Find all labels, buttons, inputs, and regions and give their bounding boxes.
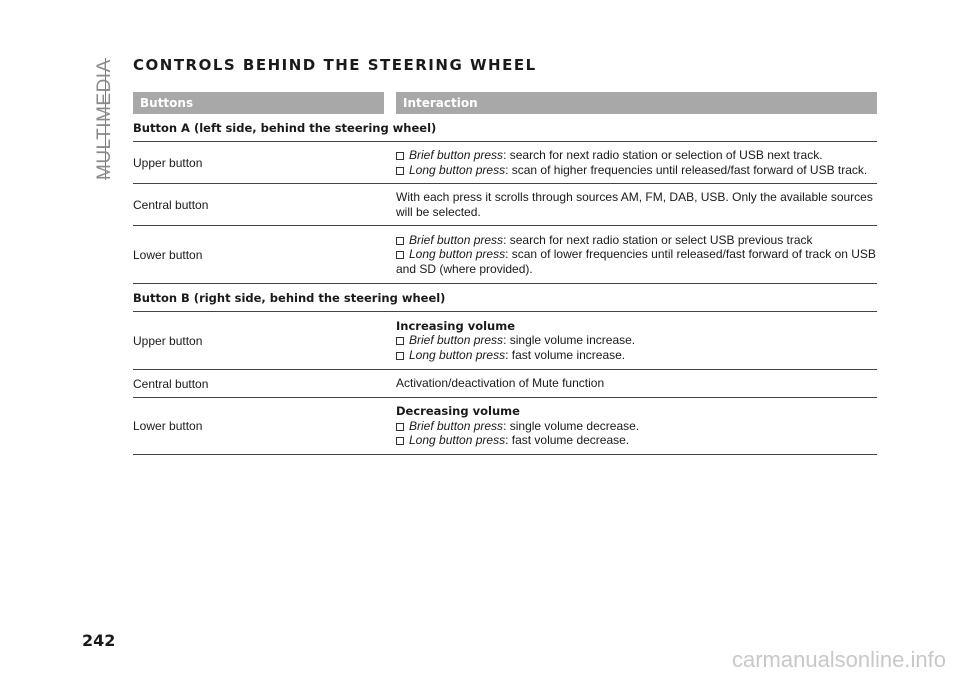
checkbox-bullet-icon: [396, 423, 404, 431]
button-name: Lower button: [133, 247, 203, 262]
press-effect: : single volume decrease.: [503, 418, 640, 433]
action-title: Decreasing volume: [396, 404, 520, 419]
instruction-line: [396, 433, 877, 448]
instruction-line: [396, 163, 877, 178]
table-row-a-lower: [133, 226, 877, 284]
page-number: 242: [82, 631, 116, 650]
interaction-description: [396, 233, 877, 277]
press-type: Long button press: [409, 347, 506, 362]
interaction-description: [396, 404, 877, 448]
press-effect: : single volume increase.: [503, 333, 636, 348]
button-name: Central button: [133, 197, 209, 212]
header-buttons: Buttons: [133, 92, 384, 114]
press-type: Brief button press: [409, 232, 504, 247]
watermark: carmanualsonline.info: [731, 647, 946, 672]
press-type: Long button press: [409, 162, 506, 177]
side-tab: [82, 58, 115, 180]
press-effect: : fast volume decrease.: [505, 433, 630, 448]
interaction-description: [396, 319, 877, 363]
checkbox-bullet-icon: [396, 251, 404, 259]
interaction-description: With each press it scrolls through sources AM, FM, DAB, USB. Only the available sources will be selected.: [396, 190, 873, 219]
checkbox-bullet-icon: [396, 337, 404, 345]
press-type: Brief button press: [409, 418, 504, 433]
press-type: Long button press: [409, 433, 506, 448]
press-effect: : search for next radio station or select USB previous track: [503, 232, 813, 247]
instruction-line: [396, 348, 877, 363]
table-row-a-upper: [133, 142, 877, 184]
button-name: Central button: [133, 376, 209, 391]
checkbox-bullet-icon: [396, 167, 404, 175]
interaction-description: [396, 148, 877, 177]
instruction-line: [396, 419, 877, 434]
press-effect: : scan of lower frequencies until released/fast forward of track on USB and SD (where provided).: [396, 247, 876, 276]
checkbox-bullet-icon: [396, 437, 404, 445]
checkbox-bullet-icon: [396, 152, 404, 160]
press-effect: : search for next radio station or selection of USB next track.: [503, 148, 823, 162]
press-type: Long button press: [409, 247, 506, 262]
button-name: Lower button: [133, 419, 203, 433]
instruction-line: [396, 148, 877, 163]
side-tab-label: MULTIMEDIA: [94, 59, 115, 180]
section-a-title: Button A (left side, behind the steering wheel): [133, 120, 437, 135]
controls-table: [133, 92, 877, 455]
checkbox-bullet-icon: [396, 352, 404, 360]
table-row-b-central: [133, 370, 877, 398]
table-row-b-upper: [133, 312, 877, 370]
press-type: Brief button press: [409, 148, 504, 162]
press-effect: : fast volume increase.: [505, 347, 626, 362]
section-b-title: Button B (right side, behind the steering wheel): [133, 290, 446, 305]
action-title: Increasing volume: [396, 318, 516, 333]
instruction-line: [396, 233, 877, 248]
instruction-line: [396, 333, 877, 348]
button-name: Upper button: [133, 333, 203, 348]
section-a-title-row: [133, 114, 877, 142]
press-type: Brief button press: [409, 333, 504, 348]
header-interaction: Interaction: [396, 92, 877, 114]
table-row-a-central: [133, 184, 877, 226]
interaction-description: Activation/deactivation of Mute function: [396, 376, 605, 391]
button-name: Upper button: [133, 155, 203, 170]
table-row-b-lower: [133, 398, 877, 455]
section-heading: CONTROLS BEHIND THE STEERING WHEEL: [133, 56, 537, 74]
checkbox-bullet-icon: [396, 237, 404, 245]
press-effect: : scan of higher frequencies until released/fast forward of USB track.: [505, 162, 868, 177]
section-b-title-row: [133, 284, 877, 312]
table-header: [133, 92, 877, 114]
instruction-line: [396, 247, 877, 276]
